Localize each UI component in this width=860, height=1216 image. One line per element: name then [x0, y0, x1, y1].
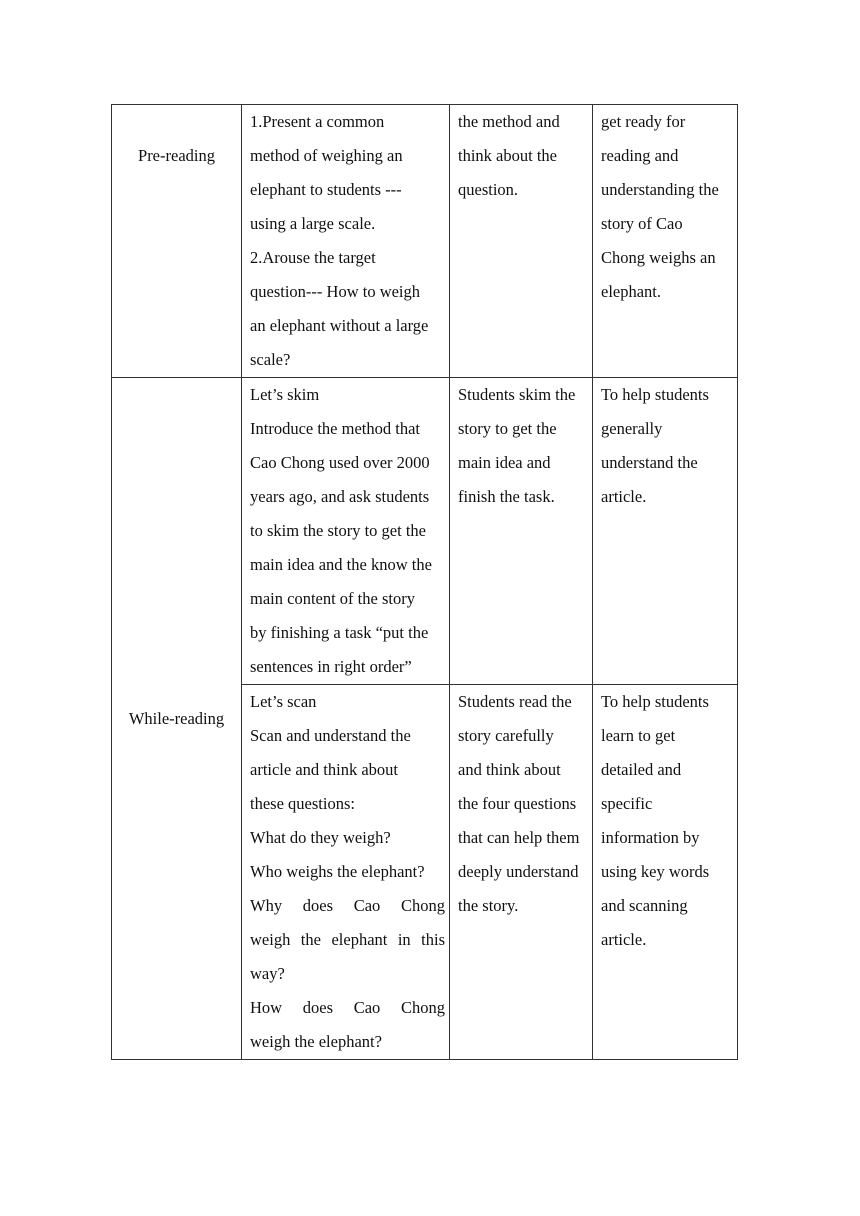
text-line: Chong weighs an: [601, 248, 716, 267]
text-line: Who weighs the elephant?: [250, 862, 425, 881]
table-row-skim: [112, 378, 738, 685]
text-line: main content of the story: [250, 589, 415, 608]
text-line: How does Cao Chong: [250, 998, 445, 1017]
text-line: Scan and understand the: [250, 726, 411, 745]
text-line: think about the: [458, 146, 557, 165]
stage-cell: [112, 105, 242, 378]
text-line: weigh the elephant?: [250, 1032, 382, 1051]
text-line: What do they weigh?: [250, 828, 391, 847]
text-line: these questions:: [250, 794, 355, 813]
text-line: article.: [601, 930, 647, 949]
purpose-cell: [593, 685, 738, 1060]
text-line: finish the task.: [458, 487, 555, 506]
text-line: main idea and: [458, 453, 551, 472]
teacher-activity-cell: [242, 378, 450, 685]
text-line: article and think about: [250, 760, 398, 779]
text-line: learn to get: [601, 726, 676, 745]
teacher-activity-cell: [242, 685, 450, 1060]
text-line: years ago, and ask students: [250, 487, 430, 506]
text-line: the story.: [458, 896, 519, 915]
text-line: understand the: [601, 453, 698, 472]
text-line: information by: [601, 828, 700, 847]
text-line: Students read the: [458, 692, 572, 711]
text-line: elephant to students ---: [250, 180, 402, 199]
text-line: way?: [250, 964, 285, 983]
text-line: 1.Present a common: [250, 112, 385, 131]
text-line: Introduce the method that: [250, 419, 420, 438]
text-line: elephant.: [601, 282, 662, 301]
text-line: To help students: [601, 692, 709, 711]
student-activity-cell: [450, 105, 593, 378]
text-line: story to get the: [458, 419, 557, 438]
text-line: sentences in right order”: [250, 657, 412, 676]
table-row-pre-reading: [112, 105, 738, 378]
student-activity-cell: [450, 685, 593, 1060]
purpose-cell: [593, 105, 738, 378]
text-line: and think about: [458, 760, 561, 779]
text-line: deeply understand: [458, 862, 579, 881]
stage-label: While-reading: [128, 708, 225, 728]
text-line: that can help them: [458, 828, 580, 847]
text-line: the four questions: [458, 794, 577, 813]
purpose-cell: [593, 378, 738, 685]
text-line: the method and: [458, 112, 560, 131]
stage-label: Pre-reading: [138, 146, 215, 165]
text-line: question.: [458, 180, 519, 199]
text-line: Students skim the: [458, 385, 576, 404]
teacher-activity-cell: [242, 105, 450, 378]
text-line: weigh the elephant in this: [250, 930, 445, 949]
text-line: using a large scale.: [250, 214, 376, 233]
stage-cell: [112, 378, 242, 1060]
text-line: To help students: [601, 385, 709, 404]
text-line: Why does Cao Chong: [250, 896, 445, 915]
text-line: article.: [601, 487, 647, 506]
text-line: specific: [601, 794, 653, 813]
text-line: Cao Chong used over 2000: [250, 453, 430, 472]
text-line: an elephant without a large: [250, 316, 429, 335]
text-line: by finishing a task “put the: [250, 623, 429, 642]
text-line: and scanning: [601, 896, 688, 915]
text-line: understanding the: [601, 180, 719, 199]
text-line: get ready for: [601, 112, 686, 131]
text-line: using key words: [601, 862, 710, 881]
text-line: 2.Arouse the target: [250, 248, 376, 267]
lesson-plan-table: [111, 104, 738, 1060]
text-line: story carefully: [458, 726, 554, 745]
text-line: method of weighing an: [250, 146, 403, 165]
text-line: reading and: [601, 146, 679, 165]
text-line: main idea and the know the: [250, 555, 432, 574]
text-line: generally: [601, 419, 663, 438]
text-line: detailed and: [601, 760, 682, 779]
text-line: to skim the story to get the: [250, 521, 426, 540]
text-line: question--- How to weigh: [250, 282, 421, 301]
student-activity-cell: [450, 378, 593, 685]
text-line: Let’s scan: [250, 692, 317, 711]
text-line: Let’s skim: [250, 385, 320, 404]
text-line: story of Cao: [601, 214, 683, 233]
text-line: scale?: [250, 350, 291, 369]
